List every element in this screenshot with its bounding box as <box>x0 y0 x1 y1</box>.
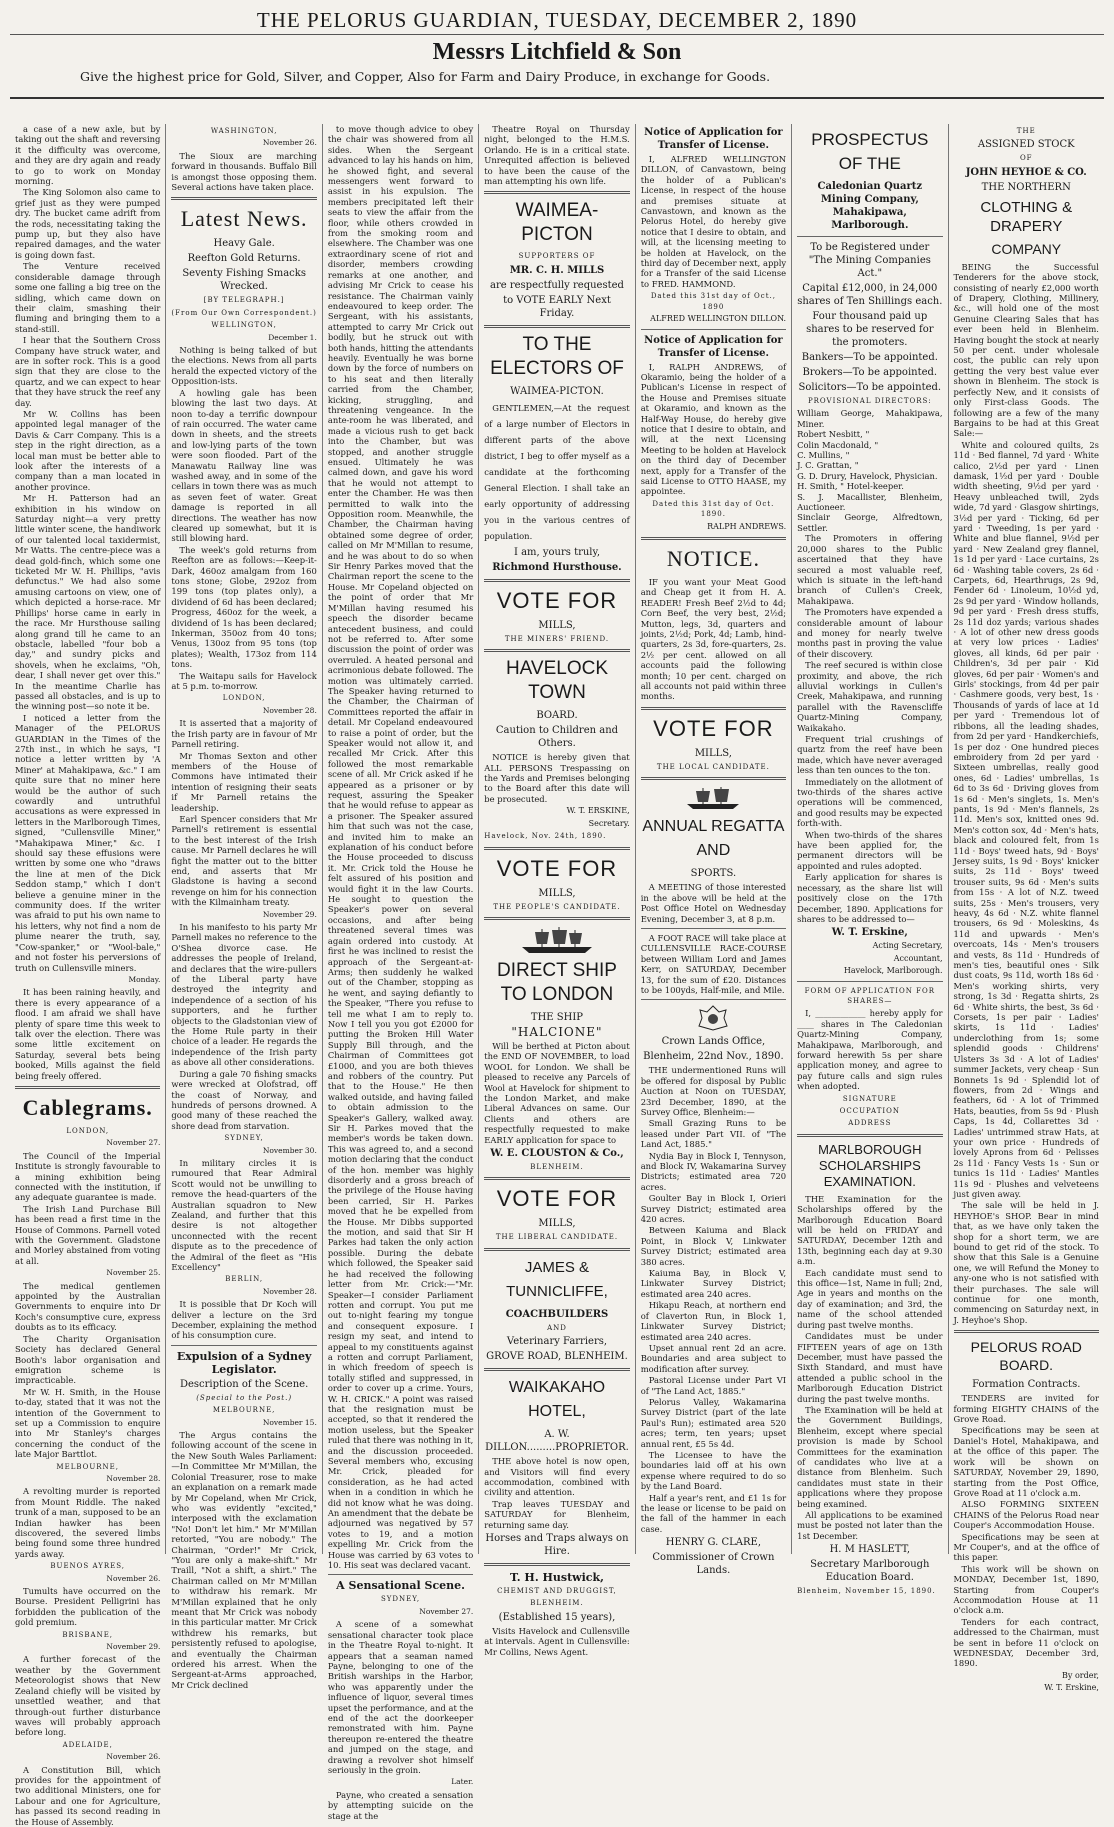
supporters-of: SUPPORTERS OF <box>518 252 596 261</box>
run-4: Kaiuma Bay, in Block V, Linkwater Survey District; estimated area 240 acres. <box>640 1268 787 1299</box>
local-candidate: THE LOCAL CANDIDATE. <box>656 762 770 771</box>
the-ship: THE SHIP <box>530 1011 584 1023</box>
date-nov26b: November 26. <box>106 1752 161 1762</box>
sale-items: White and coloured quilts, 2s 11d · Bed flannel, 7d yard · White calico, 2½d per yard · Linen damask, 1½d per yard · Double width sheeting, 9½d per yard · Heavy unbleached twill, 2yds wide, 7d yard · Glasgow shirtings, 3½d per yard · Ticking, 6d per yard · Tweeding, 1s per yard · White and blue flannel, 9½d per yard · New Zealand grey flannel, 1s 1d per yard · Lace curtains, 2s 6d · Washing table covers, 2s 6d · Carpets, 6d, Hearthrugs, 2s 9d, Fender 6d · Linoleum, 10½d yd, 2s 9d per yard · Window hollands, 9d per yard · Fresh dress stuffs, 2s 11d doz yards; various shades · A lot of other new dress goods at very low prices · Ladies' gloves, all kinds, 6d per pair · Children's, 3d per pair · Kid gloves, 6d per pair · Women's and Girls' stockings, from 4d per pair · Cashmere goods, very best, 1s · Thousands of yards of lace at 1d per yard · Tremendous lot of ribbons, all the leading shades, from 2d per yard · Handkerchiefs, 1s per doz · One hundred pieces embroidery from 2d per yard · Sixteen umbrellas, really good ones, 6d · Ladies' umbrellas, 1s 6d to 3s 6d · Driving gloves from 1s 6d · Men's singlets, 1s. Men's pants, 1s 9d · Men's flannels, 2s 11d. Men's sox, knitted ones 9d. Men's cotton sox, 4d · Men's hats, black and coloured felt, from 1s 11d · Boys' tweed hats, 9d · Boys' Jersey suits, 1s 9d · Boys' knicker suits, 2s 11d · Boys' tweed trouser suits, 9s 6d · Men's suits from 15s · A lot of N.Z. tweed suits, 25s · Men's trousers, very heavy, 4s 6d · N.Z. white flannel trousers, 6s 9d · Moleskins, 4s 11d and upwards · Men's overcoats, 14s · Men's trousers and vests, 8s 11d · Hundreds of men's ties, beautiful ones · Silk dust coats, 9s 11d, worth 18s 6d · Men's working shirts, very strong, 1s 3d · Regatta shirts, 2s 6d · White shirts, the best, 3s 6d · Corsets, 1s per pair · Ladies' skirts, 1s 11d · Ladies' underclothing from 1s; some splendid goods · Childrens' Ulsters 3s 3d · A lot of Ladies' summer Jackets, very cheap · Sun Bonnets 1s 9d · Splendid lot of flowers, from 2d · Wings and feathers, 6d · A lot of Trimmed Hats, beauties, from 5s 9d · Plush Caps, 1s 4d, Collarettes 3d · Ladies' untrimmed straw Hats, at your own price · Hundreds of lovely Aprons from 6d · Pelisses 2s 11d · Fancy Vests 1s · Sun or tunics 1s 11d · Ladies' Mantles 11s 9d · Plushes and velveteens just given away. <box>953 439 1099 1199</box>
transfer-sig-2: RALPH ANDREWS. <box>707 521 787 531</box>
cablegrams-heading: Cablegrams. <box>22 1094 153 1120</box>
established: (Established 15 years), <box>498 1611 616 1623</box>
top-ad-title: Messrs Litchfield & Son <box>432 39 682 65</box>
divider <box>641 537 786 540</box>
formation-contracts: Formation Contracts. <box>972 1379 1081 1391</box>
sensational-text: A scene of a somewhat sensational character took place in the Theatre Royal to-night. It appears that a seaman named Payne, belonging to one of the British warships in the Harbor, who was apparently under the influence of liquor, several times upset the performance, and at the end of the act the doorkeeper remonstrated with him. Payne thereupon re-entered the theatre and jumped on the stage, and drawing a revolver shot himself seriously in the groin. <box>327 1619 474 1775</box>
date-nov27: November 27. <box>106 1138 161 1148</box>
mining-news-p3: The Venture received considerable damage through some one falling a big tree on the sidling, which came down on their claim, smashing their fluming and bringing them to a stand-still. <box>15 261 161 334</box>
mining-news-p8: It has been raining heavily, and there is every appearance of a flood. I am afraid we shall have plenty of spare time this week to talk over the election. There was some little excitement on Saturday, several bets being booked, Mills against the field being freely offered. <box>15 987 161 1081</box>
erskine-sig: W. T. ERSKINE, <box>566 806 630 816</box>
sports: SPORTS. <box>690 868 737 880</box>
transfer-notice-heading-1: Notice of Application for Transfer of License. <box>644 127 783 151</box>
divider <box>171 197 316 200</box>
column-2 <box>165 124 321 1690</box>
director-9: Sinclair George, Alfredtown, Settler. <box>797 512 943 533</box>
vote-for-1: VOTE FOR <box>496 587 618 613</box>
the: THE <box>1016 127 1036 135</box>
news-10: In military circles it is rumoured that Rear Admiral Scott would not be unwilling to remove the head-quarters of the Australian squadron to New Zealand, and further that this desire is not altogether unconnected with the recent dispute as to the precedence of the Admiral of the fleet as "His Excellency" <box>171 1157 317 1272</box>
company: COMPANY <box>991 240 1062 257</box>
date-nov26: November 26. <box>106 1573 161 1583</box>
sensational-later: Payne, who created a sensation by attempting suicide on the stage at the <box>327 1789 474 1821</box>
news-5: It is asserted that a majority of the Irish party are in favour of Mr Parnell retiring. <box>171 718 317 750</box>
divider <box>171 1345 316 1346</box>
acting-secretary: Acting Secretary, <box>872 941 943 951</box>
date-nov28b: November 28. <box>262 1286 317 1296</box>
news-2: A howling gale has been blowing the last two days. At noon to-day a terrific downpour of rain occurred. The water came down in sheets, and the streets and low-lying parts of the town were soon flooded. Part of the Manawatu Railway line was washed away, and in some of the cellars in town there was as much as seven feet of water. Great damage is reported in all directions. The weather has now cleared up somewhat, but it is still blowing hard. <box>171 387 317 544</box>
havelock-date: Havelock, Nov. 24th, 1890. <box>484 832 607 841</box>
date-nov30: November 30. <box>262 1145 317 1155</box>
place-london: LONDON, <box>222 694 266 703</box>
news-8: In his manifesto to his party Mr Parnell makes no reference to the O'Shea divorce case. He addresses the people of Ireland, and declares that the wire-pullers of the Liberal party have destroyed the integrity and independence of a section of his supporters, and he further objects to the Gladstonian view of the Home Rule party in their choice of a leader. He regards the independence of the Irish party as above all other considerations. <box>171 922 317 1068</box>
crown-text: THE undermentioned Runs will be offered for disposal by Public Auction at Noon on TUESDAY, 23rd December, 1890, at the Survey Office, Blenheim:— <box>640 1065 787 1117</box>
john-heyhoe: JOHN HEYHOE & CO. <box>965 166 1087 178</box>
capital: Capital £12,000, in 24,000 shares of Ten Shillings each. <box>797 283 943 307</box>
place-adelaide: ADELAIDE, <box>62 1740 113 1749</box>
run-5: Hikapu Reach, at northern end of Claverton Run, in Block 1, Linkwater Survey District; estimated area 240 acres. <box>640 1300 787 1342</box>
director-3: Colin Macdonald, " <box>797 439 879 450</box>
transfer-sig-1: ALFRED WELLINGTON DILLON. <box>650 314 787 324</box>
divider <box>484 1177 629 1180</box>
director-6: G. D. Drury, Havelock, Physician. <box>797 470 938 481</box>
sale-outro: The sale will be held in J. HEYHOE's SHOP. Bear in mind that, as we have only taken the shop for a short term, we are bound to get rid of the stock. To show that this Sale is a Genuine one, we will Refund the Money to any-one who is not satisfied with their purchases. The sale will continue for one month, commencing on Saturday next, in J. Heyhoe's Shop. <box>953 1200 1099 1325</box>
grove-road: GROVE ROAD, BLENHEIM. <box>486 1351 628 1363</box>
top-ad-line: Give the highest price for Gold, Silver, and Copper, Also for Farm and Dairy Produce, in exchange for Goods. <box>80 69 771 84</box>
halcione: "HALCIONE" <box>511 1024 603 1039</box>
place-sydney: SYDNEY, <box>380 1595 421 1604</box>
transfer-notice-2: I, RALPH ANDREWS, of Okaramio, being the holder of a Publican's License in respect of the House and Premises situate at Okaramio, and known as the Half-Way House, do hereby give notice that I desire to obtain, and will, at the next Licensing Meeting to be holden at Havelock on the third day of December next, apply for a Transfer of the said License to OTTO HAASE, my appointee. <box>640 361 787 497</box>
prospectus-heading: PROSPECTUS OF THE <box>811 130 929 173</box>
form-text: I, ____________ hereby apply for ____ shares in The Caledonian Quartz-Mining Company, Mahakipawa, Marlborough, and forward herewith 5s per share application money, and agree to pay future calls and sign rules when adopted. <box>797 1008 943 1092</box>
accountant: Accountant, <box>893 953 943 963</box>
notice-heading: NOTICE. <box>666 546 760 571</box>
washington-news: The Sioux are marching forward in thousands. Buffalo Bill is amongst those opposing them. Several actions have taken place. <box>171 150 317 193</box>
ship-icon <box>517 925 597 955</box>
date-nov27: November 27. <box>419 1606 474 1616</box>
address-line: ADDRESS <box>848 1119 892 1128</box>
vet-farriers: Veterinary Farriers, <box>506 1336 608 1348</box>
cable-3: The medical gentlemen appointed by the Australian Governments to enquire into Dr Koch's consumptive cure, express doubts as to its efficacy. <box>15 1280 161 1333</box>
date-washington: November 26. <box>262 138 317 148</box>
place-buenos-ayres: BUENOS AYRES, <box>50 1562 125 1571</box>
divider <box>641 329 786 330</box>
run-1: Nydia Bay in Block I, Tennyson, and Block IV, Wakamarina Survey Districts; estimated area 720 acres. <box>640 1150 787 1192</box>
also-forming: ALSO FORMING SIXTEEN CHAINS of the Pelorus Road near Couper's Accommodation House. <box>953 1499 1099 1531</box>
specifications-2: Specifications may be seen at Mr Couper's, and at the office of this paper. <box>953 1531 1099 1563</box>
news-4: The Waitapu sails for Havelock at 5 p.m. to-morrow. <box>171 670 317 692</box>
director-4: C. Mullins, " <box>797 450 850 461</box>
run-3: Between Kaiuma and Black Point, in Block V, Linkwater Survey District; estimated area 380 acres. <box>640 1225 787 1267</box>
horses: Horses and Traps always on Hire. <box>485 1533 629 1558</box>
divider <box>484 1248 629 1251</box>
vote-for-3: VOTE FOR <box>496 1186 618 1212</box>
blenheim: BLENHEIM. <box>530 1162 584 1171</box>
divider <box>954 1330 1099 1333</box>
date-nov28: November 28. <box>262 705 317 715</box>
caledonian: Caledonian Quartz Mining Company, Mahakipawa, Marlborough. <box>817 181 923 231</box>
sale-intro: BEING the Successful Tenderers for the above stock, consisting of nearly £2,000 worth of Drapery, Clothing, Millinery, &c., will hold one of the most Genuine Clearing Sales that has ever been held in Blenheim. Having bought the stock at nearly 50 per cent. under wholesale cost, the public can rely upon getting the very best value ever shown in Blenheim. The stock is perfectly New, and it consists of only First-class Goods. The following are a few of the many Bargains to be had at this Great Sale:— <box>953 261 1099 439</box>
expulsion-continued: to move though advice to obey the chair was showered from all sides. When the Sergeant advanced to lay his hands on him, he showed fight, and several messengers went forward to assist in his expulsion. The members precipitated left their seats to view the affair from the floor, while others crowded in from the smoking room and elsewhere. The Chamber was one extraordinary scene of riot and disorder, members crowding remarks at one another, and advising Mr Crick to cease his resistance. The Chairman vainly endeavoured to keep order. The Sergeant, with his assistants, attempted to carry Mr Crick out bodily, but he struck out with both hands, hitting the attendants heavily. Eventually he was borne down by the force of numbers on to his seat and then literally carried from the Chamber, kicking, struggling, and threatening vengeance. In the ante-room he was liberated, and made a vicious rush to get back into the Chamber, but was stopped, and another struggle ensued. Ultimately he was calmed down, and gave his word that he would not attempt to enter the Chamber. He was then permitted to walk into the Opposition room. Meanwhile, the Chamber, the Chairman having obtained some degree of order, called on Mr M'Millan to resume, and he was about to do so when Sir Henry Parkes moved that the Chairman report the scene to the House. Mr Copeland objected on the point of order that Mr M'Millan having resumed his speech the disorder became antecedent business, and could not be referred to. After some discussion the point of order was overruled. A heated personal and acrimonious debate followed. The motion was ultimately carried. The Speaker having returned to the Chamber, the Chairman of Committees reported the affair in detail. Mr Copeland endeavoured to raise a point of order, but the Speaker would not allow it, and recalled Mr Crick. After this followed the most remarkable scene of all. Mr Crick asked if he appeared as a prisoner or by request, assuring the Speaker that he would refuse to appear as a prisoner. The Speaker assured him that such was not the case, and invited him to make an explanation of his conduct before the House proceeded to discuss it. Mr. Crick told the House he felt assured of his position and would fight it in the law Courts. He sought to question the Speaker's power on several occasions, and after being threatened several times was again ordered into custody. At first he was inclined to resist the approach of the Sergeant-at-Arms; then suddenly he walked out of the Chamber, stopping as he went, and saying defiantly to the Speaker, "There you refuse to tell me what I am to reply to. Now I tell you you got £2000 for putting the Broken Hill Water Supply Bill through, and the Chairman of Committees got £1000, and you are both thieves and robbers of the country. Put that to the House." He then walked outside, and having failed to obtain admission to the Speaker's Gallery, walked away. Sir H. Parkes moved that the member's words be taken down. This was agreed to, and a second motion declaring that the conduct of the hon. member was highly disorderly and a gross breach of the privilege of the House having been carried, Sir H. Parkes moved that he be expelled from the House. Mr Dibbs supported the motion, and said that Sir H Parkes had taken the only action possible. During the debate which followed, the Speaker said he had received the following letter from Mr. Crick:—"Mr. Speaker—I consider Parliament rotten and corrupt. You put me out to-night fearing my tongue and consequent exposure. I resign my seat, and intend to appeal to my constituents against a rotten and corrupt Parliament, in which freedom of speech is totally stifled and suppressed, in order to cover up a crime. Yours, W. H. CRICK." A point was raised that the resignation must be accepted, so that it rendered the motion useless, but the Speaker ruled that there was nothing in it, and the discussion proceeded. Several members who, excusing Mr. Crick, pleaded for consideration, as he had acted when in a condition in which he did not know what he was doing. An amendment that the debate be adjourned was negatived by 57 votes to 19, and a motion expelling Mr. Crick from the House was carried by 63 votes to 10. His seat was declared vacant. <box>327 124 474 1571</box>
vote-early: to VOTE EARLY Next Friday. <box>503 294 611 319</box>
pelorus-road-board: PELORUS ROAD BOARD. <box>970 1339 1082 1374</box>
mining-news-p2: The King Solomon also came to grief just as they were pumped dry. The bucket came adrift from the rods, necessitating taking the pump up, but they also have repaired damages, and the water is going down fast. <box>15 187 161 260</box>
place-brisbane: BRISBANE, <box>62 1630 114 1639</box>
divider <box>797 981 942 982</box>
electors-heading: TO THE ELECTORS OF <box>490 333 624 379</box>
by-order: By order, <box>1062 1670 1099 1680</box>
transfer-notice-heading-2: Notice of Application for Transfer of License. <box>644 334 783 359</box>
date-nov15: November 15. <box>262 1417 317 1427</box>
pelorus-valley: Pelorus Valley, Wakamarina Survey District (part of the late Paul's Run); estimated area 520 acres; term, ten years; upset annual rent, £5 5s 4d. <box>640 1396 787 1449</box>
special-post: (Special to the Post.) <box>196 1393 293 1402</box>
caution: Caution to Children and Others. <box>495 725 619 750</box>
cable-5: Mr W. H. Smith, in the House to-day, stated that it was not the intention of the Government to set up a Commission to enquire into Mr Stanley's charges concerning the conduct of the late Major Barttlot. <box>15 1386 161 1460</box>
upset-rent: Upset annual rent 2d an acre. Boundaries and area subject to modification after survey. <box>640 1342 787 1374</box>
date-nov29: November 29. <box>262 909 317 919</box>
prospectus-p6: When two-thirds of the shares have been applied for, the permanent directors will be appointed and rules adopted. <box>797 829 943 871</box>
cable-7: Tumults have occurred on the Bourse. President Pelligrini has forbidden the publication of the gold premium. <box>15 1586 161 1628</box>
news-7: Earl Spencer considers that Mr Parnell's retirement is essential to the best interest of the Irish cause. Mr Parnell declares he will fight the matter out to the bitter end, and asserts that Mr Gladstone is having a second revenge on him for his connection with the Kilmainham treaty. <box>171 813 317 908</box>
subhead-seventy: Seventy Fishing Smacks Wrecked. <box>182 268 306 293</box>
divider <box>484 649 629 652</box>
mills-3: MILLS, <box>538 1218 576 1230</box>
traps: Trap leaves TUESDAY and SATURDAY for Blenheim, returning same day. <box>484 1498 630 1530</box>
column-1 <box>10 124 165 1827</box>
miners-friend: THE MINERS' FRIEND. <box>504 634 610 643</box>
bankers: Bankers—To be appointed. <box>801 352 938 363</box>
havelock-marlborough: Havelock, Marlborough. <box>843 966 943 976</box>
news-11: It is possible that Dr Koch will deliver a lecture on the 3rd December, explaining the method of his consumption cure. <box>171 1299 317 1341</box>
liberal-candidate: THE LIBERAL CANDIDATE. <box>495 1233 619 1242</box>
the-northern: THE NORTHERN <box>981 181 1071 193</box>
blenheim-2: BLENHEIM. <box>530 1599 584 1608</box>
cable-6: A revolting murder is reported from Mount Riddle. The naked trunk of a man, supposed to be an Indian hawker has been discovered, the severed limbs being found some three hundred yards away. <box>15 1486 161 1559</box>
place-melbourne: MELBOURNE, <box>212 1406 276 1415</box>
tenders: TENDERS are invited for forming EIGHTY CHAINS of the Grove Road. <box>953 1393 1099 1425</box>
date-nov29: November 29. <box>106 1642 161 1652</box>
mills-local: MILLS, <box>694 747 732 759</box>
own-correspondent: (From Our Own Correspondent.) <box>171 308 317 317</box>
occupation-line: OCCUPATION <box>839 1107 901 1115</box>
registered: To be Registered under "The Mining Companies Act." <box>808 242 931 279</box>
erskine-sig: W. T. Erskine, <box>1044 1683 1099 1693</box>
director-7: H. Smith, " Hotel-keeper. <box>797 481 904 492</box>
scholarships-heading: MARLBOROUGH SCHOLARSHIPS EXAMINATION. <box>818 1141 922 1189</box>
hotel-text: THE above hotel is now open, and Visitors will find every accommodation, combined with civility and attention. <box>484 1456 630 1498</box>
divider <box>15 1086 160 1089</box>
haslett: H. M HASLETT, <box>829 1544 911 1556</box>
mills-1: MILLS, <box>538 619 576 631</box>
waikakaho-hotel: WAIKAKAHO HOTEL, <box>508 1379 606 1421</box>
column-5 <box>635 124 791 1577</box>
director-5: J. C. Grattan, " <box>797 460 859 471</box>
column-4 <box>478 124 634 1657</box>
place-melbourne: MELBOURNE, <box>56 1462 119 1471</box>
transfer-date-1: Dated this 31st day of Oct., 1890 <box>650 292 776 311</box>
vote-for-local: VOTE FOR <box>653 715 774 741</box>
cable-1: The Council of the Imperial Institute is strongly favourable to a mining exhibition being connected with the institution, if any adequate guarantee is made. <box>15 1150 161 1203</box>
mining-news-p4: I hear that the Southern Cross Company have struck water, and are in softer rock. This is a good sign that they are close to the quartz, and we can expect to hear that they have struck the reef any day. <box>15 335 161 408</box>
divider <box>641 707 786 710</box>
place-london: LONDON, <box>66 1126 110 1135</box>
subhead-reefton: Reefton Gold Returns. <box>187 253 301 265</box>
visits: Visits Havelock and Cullensville at intervals. Agent in Cullensville: Mr Collins, News Agent. <box>484 1625 630 1657</box>
divider <box>484 1563 629 1566</box>
divider <box>328 1574 473 1575</box>
waimea-picton-heading: WAIMEA-PICTON <box>515 200 599 246</box>
divider <box>641 777 786 780</box>
news-6: Mr Thomas Sexton and other members of the House of Commons have intimated their intention of resigning their seats if Mr Parnell retains the leadership. <box>171 750 317 813</box>
meat-notice: IF you want your Meat Good and Cheap get it from H. A. READER! Fresh Beef 2½d to 4d; Corn Beef, the very best, 2½d; Mutton, legs, 3d, quarters and joints, 2½d; Pork, 4d; Lamb, hind-quarters, 2s 3d, fore-quarters, 2s. 2½ per cent. allowed on all accounts paid the following month; 10 per cent. charged on all accounts not paid within three months. <box>640 577 787 702</box>
assigned-stock: ASSIGNED STOCK <box>977 139 1075 151</box>
news-3: The week's gold returns from Reefton are as follows:—Keep-it-Dark, 460oz amalgam from 160 tons stone; Globe, 292oz from 199 tons (top plates only), a dividend of 6d has been declared; Progress, 460oz for the week, a dividend of 1s has been declared; Inkerman, 350oz from 40 tons; Venus, 130oz from 95 tons (top plates); Wealth, 173oz from 114 tons. <box>171 544 317 670</box>
by-telegraph: [BY TELEGRAPH.] <box>203 296 285 305</box>
peoples-candidate: THE PEOPLE'S CANDIDATE. <box>493 902 621 911</box>
ship-icon <box>683 785 743 811</box>
vote-for-2: VOTE FOR <box>496 855 618 881</box>
pastoral: Pastoral License under Part VI of "The Land Act, 1885." <box>640 1375 787 1396</box>
divider <box>797 236 942 237</box>
expulsion-text: The Argus contains the following account of the scene in the New South Wales Parliament:—In Committee Mr M'Millan, the Colonial Treasurer, rose to make an explanation on a remark made by Mr Copeland, when Mr Crick, who was evidently "excited," interposed with the exclamation "No! Don't let him." Mr M'Millan retorted, "You are nobody." The Chairman, "Order!" Mr Crick, "You are only a make-shift." Mr Traill, "Not a shift, a shirt." The Chairman called on Mr M'Millan to withdraw his remark. Mr M'Millan explained that he only meant that Mr Crick was nobody in this particular matter. Mr Crick withdrew his remarks, but persistently refused to apologise, and eventually the Chairman ordered his arrest. When the Sergeant-at-Arms approached, Mr Crick declined <box>171 1430 317 1690</box>
news-9: During a gale 70 fishing smacks were wrecked at Olofstrad, off the coast of Norway, and hundreds of persons drowned. A good many of these reached the shore dead from starvation. <box>171 1068 317 1131</box>
place-sydney: SYDNEY, <box>224 1134 264 1143</box>
half-year: Half a year's rent, and £1 1s for the lease or license to be paid on the fall of the hammer in each case. <box>640 1492 787 1534</box>
date-dec1: December 1. <box>268 332 317 342</box>
divider <box>484 191 629 194</box>
director-1: William George, Mahakipawa, Miner. <box>797 408 943 429</box>
dillon-proprietor: A. W. DILLON.........PROPRIETOR. <box>485 1429 629 1454</box>
runs: Small Grazing Runs to be leased under Part VII. of "The Land Act, 1885." <box>640 1118 787 1150</box>
hustwick: T. H. Hustwick, <box>510 1571 604 1585</box>
divider <box>484 1368 629 1371</box>
mr-mills: MR. C. H. MILLS <box>509 264 605 276</box>
place-washington: WASHINGTON, <box>210 127 278 135</box>
theatre-continued: Theatre Royal on Thursday night, belonged to the H.M.S. Orlando. He is in a critical state. Unrequited affection is believed to have been the cause of the man attempting his own life. <box>484 124 630 187</box>
news-1: Nothing is being talked of but the elections. News from all parts herald the expected victory of the Opposition-ists. <box>171 345 317 387</box>
crest-icon <box>696 1004 730 1032</box>
prospectus-p1: The Promoters in offering 20,000 shares to the Public ascertained that they have secured a most valuable reef, which is situate in the left-hand branch of Cullen's Creek, Mahakipawa. <box>797 533 943 606</box>
mills-2: MILLS, <box>538 887 576 899</box>
date-nov28: November 28. <box>106 1473 161 1483</box>
transfer-notice-1: I, ALFRED WELLINGTON DILLON, of Canvastown, being the holder of a Publican's License, in respect of the house and premises situate at Canvastown, and known as the Pelorus Hotel, do hereby give notice that I desire to obtain, and will, at the licensing meeting to be holden at Havelock, on the third day of December next, apply for a Transfer of the said License to FRED. HAMMOND. <box>640 154 787 289</box>
licensee: The Licensee to have the boundaries laid off at his own expense where required to do so by the Land Board. <box>640 1449 787 1492</box>
divider <box>484 847 629 850</box>
regatta-text: A MEETING of those interested in the above will be held at the Post Office Hotel on Wednesday Evening, December 3, at 8 p.m. <box>640 882 787 924</box>
cable-2: The Irish Land Purchase Bill has been read a first time in the House of Commons. Parnell voted with the Government. Gladstone and Morley abstained from voting at all. <box>15 1203 161 1266</box>
top-advertisement <box>10 35 1104 99</box>
chemist: CHEMIST AND DRUGGIST, <box>497 1587 617 1596</box>
ship-text: Will be berthed at Picton about the END OF NOVEMBER, to load WOOL for London. We shall be pleased to receive any Parcels of Wool at Havelock for shipment to the London Market, and make Liberal Advances on same. Our Clients and others are respectfully requested to make EARLY application for space to <box>484 1040 630 1145</box>
mining-news-p1: a case of a new axle, but by taking out the shaft and reversing it the difficulty was overcome, and they are dry again and ready to go to work on Monday morning. <box>15 124 161 187</box>
divider <box>484 917 629 920</box>
regatta-heading: ANNUAL REGATTA AND <box>642 818 785 860</box>
solicitors: Solicitors—To be appointed. <box>798 382 942 393</box>
mining-news-p6: Mr H. Patterson had an exhibition in his window on Saturday night—a very pretty little winter scene, the handiwork of our talented local taxidermist, Mr Watts. The centre-piece was a dead gold-finch, which some one ticketed Mr W. H. Phillips, "avis defunctus." We had also some amusing cartoons on view, one of which depicted a horse-race. Mr Phillips' horse came in early in the race. Mr Hursthouse sailing along grand till he came to an obstacle, labelled "four bob a day," and sundry picks and shovels, when he exclaims, "Oh, dear, I shall never get over this." In the meantime Charlie has passed all obstacles, and is up to the winning post—so note it be. <box>15 493 161 712</box>
scholar-3: Candidates must be under FIFTEEN years of age on 13th December, must have passed the Sixth Standard, and must have attended a public school in the Marlborough Education District during the past twelve months. <box>797 1331 943 1404</box>
commissioner: Commissioner of Crown Lands. <box>652 1552 775 1577</box>
signature-line: SIGNATURE <box>842 1094 897 1103</box>
column-3 <box>322 124 478 1821</box>
mining-news-p5: Mr W. Collins has been appointed legal manager of the Davis & Carr Company. This is a step in the right direction, as a local man must be better able to look after the interests of a company than a man located in another province. <box>15 408 161 492</box>
board: BOARD. <box>536 710 578 722</box>
richmond-hursthouse: Richmond Hursthouse. <box>492 561 622 573</box>
director-2: Robert Nesbitt, " <box>797 429 870 440</box>
description-subhead: Description of the Scene. <box>179 1378 309 1390</box>
education-board: Secretary Marlborough Education Board. <box>810 1559 930 1584</box>
masthead: THE PELORUS GUARDIAN, TUESDAY, DECEMBER 2, 1890 <box>10 6 1104 35</box>
transfer-date-2: Dated this 31st day of Oct. 1890. <box>652 499 775 519</box>
prospectus-p4: Frequent trial crushings of quartz from the reef have been made, which have never averaged less than ten ounces to the ton. <box>797 734 943 776</box>
blenheim-date: Blenheim, November 15, 1890. <box>797 1587 936 1596</box>
waimea-picton: WAIMEA-PICTON. <box>510 385 604 397</box>
scholar-2: Each candidate must send to this office—1st, Name in full; 2nd, Age in years and months on the day of examination; and 3rd, the name of the school attended during past twelve months. <box>797 1267 943 1330</box>
column-7 <box>948 124 1104 1693</box>
henry-clare: HENRY G. CLARE, <box>665 1537 762 1549</box>
brokers: Brokers—To be appointed. <box>802 367 938 378</box>
column-6 <box>791 124 947 1596</box>
and: AND <box>547 1323 567 1332</box>
date-nov25: November 25. <box>106 1268 161 1278</box>
scholar-5: All applications to be examined must be posted not later than the 1st December. <box>797 1510 943 1541</box>
scholar-1: THE Examination for the Scholarships offered by the Marlborough Education Board will be held on FRIDAY and SATURDAY, December 12th and 13th, beginning each day at 9.30 a.m. <box>797 1193 943 1267</box>
havelock-town: HAVELOCK TOWN <box>505 658 609 704</box>
divider <box>641 999 786 1000</box>
subhead-heavy-gale: Heavy Gale. <box>213 238 275 250</box>
cable-8: A further forecast of the weather by the Government Meteorologist shows that New Zealand chiefly will be visited by unsettled weather, and that through-out further disturbance waves will probably approach before long. <box>15 1654 161 1738</box>
dateline-monday: Monday. <box>128 974 161 984</box>
wt-erskine: W. T. Erskine, <box>831 927 908 939</box>
cable-4: The Charity Organisation Society has declared General Booth's labor organisation and emigration scheme is impracticable. <box>15 1333 161 1386</box>
run-2: Goulter Bay in Block I, Orieri Survey District; estimated area 420 acres. <box>640 1193 787 1225</box>
foot-race: A FOOT RACE will take place at CULLENSVILLE RACE-COURSE between William Lord and James Kerr, on SATURDAY, December 13, for the sum of £20. Distances to be 100yds, Half-mile, and Mile. <box>640 932 787 995</box>
prospectus-p5: Immediately on the allotment of two-thirds of the shares active operations will be commenced, and good results may be expected forth-with. <box>797 776 943 829</box>
divider <box>484 579 629 582</box>
election-address: GENTLEMEN,—At the request of a large number of Electors in different parts of the above district, I beg to offer myself as a candidate at the forthcoming General Election. I shall take an early opportunity of addressing you in the various centres of population. <box>484 402 630 541</box>
prospectus-p2: The Promoters have expended a considerable amount of labour and money for nearly twelve months past in proving the value of their discovery. <box>797 607 943 659</box>
sensational-heading: A Sensational Scene. <box>336 1579 465 1593</box>
place-berlin: BERLIN, <box>225 1275 264 1284</box>
direct-ship-heading: DIRECT SHIP TO LONDON <box>496 959 617 1005</box>
secretary: Secretary. <box>588 818 630 828</box>
mining-news-p7: I noticed a letter from the Manager of the PELORUS GUARDIAN in the Times of the 27th inst., in which he says, "I notice a letter written by 'A Miner' at Mahakipawa, &c." I am quite sure that no miner here would be the author of such cowardly and untruthful accusations as were expressed in letters in the Marlborough Times, signed, "Cullensville Miner," "Mahakipawa Miner," &c. I should say these effusions were written by some one who "draws the line at men of the Dick Seddon stamp," which I don't believe a genuine miner in the community does. If the writer was afraid to put his own name to his letters, why not find a nom de plume nearer the truth, say, "Cow-spanker," or "Wool-bale," and not foster his perversions of truth on Cullensville miners. <box>15 712 161 973</box>
crown-lands-office: Crown Lands Office, <box>661 1036 766 1048</box>
divider <box>797 1134 942 1137</box>
scholar-4: The Examination will be held at the Government Buildings, Blenheim, except where special provision is made by School Committees for the examination of candidates who live at a distance from Blenheim. Such candidates must state in their applications where they propose being examined. <box>797 1404 943 1509</box>
work-shown: This work will be shown on MONDAY, December 1st, 1890, Starting from Couper's Accommodation House at 11 o'clock a.m. <box>953 1563 1099 1616</box>
four-thousand: Four thousand paid up shares to be reserved for the promoters. <box>806 311 934 348</box>
cable-9: A Constitution Bill, which provides for the appointment of two additional Ministers, one for Labour and one for Agriculture, has passed its second reading in the House of Assembly. <box>15 1764 161 1827</box>
director-8: S. J. Macallister, Blenheim, Auctioneer. <box>797 491 943 513</box>
divider <box>641 928 786 929</box>
james-tunnicliffe: JAMES & TUNNICLIFFE, <box>506 1258 608 1300</box>
form-heading: FORM OF APPLICATION FOR SHARES— <box>804 986 936 1005</box>
prospectus-p7: Early application for shares is necessary, as the share list will positively close on the 17th December, 1890. Applications for shares to be addressed to— <box>797 872 943 924</box>
coachbuilders: COACHBUILDERS <box>505 1308 609 1320</box>
trespass-notice: NOTICE is hereby given that ALL PERSONS Trespassing on the Yards and Premises belonging to the Board after this date will be prosecuted. <box>484 752 630 804</box>
expulsion-heading: Expulsion of a Sydney Legislator. <box>176 1349 312 1376</box>
crown-date: Blenheim, 22nd Nov., 1890. <box>643 1051 784 1063</box>
prospectus-p3: The reef secured is within close proximity, and above, the rich alluvial workings in Cullen's Creek, Mahakipawa, and running parallel with the Ravenscliffe Quartz-Mining Company, Waikakaho. <box>797 660 943 733</box>
divider <box>484 325 629 328</box>
of: OF <box>1019 154 1033 163</box>
clouston: W. E. CLOUSTON & Co., <box>490 1147 624 1159</box>
clothing-drapery: CLOTHING & DRAPERY <box>980 198 1073 235</box>
columns <box>10 124 1104 1827</box>
yours-truly: I am, yours truly, <box>513 546 601 558</box>
provisional-directors: PROVISIONAL DIRECTORS: <box>807 397 932 405</box>
later: Later. <box>451 1777 474 1787</box>
place-wellington: WELLINGTON, <box>211 321 277 330</box>
requested: are respectfully requested <box>490 279 624 291</box>
specifications: Specifications may be seen at Daniel's Hotel, Mahakipawa, and at the office of this paper. The work will be shown on SATURDAY, November 29, 1890, starting from the Post Office, Grove Road at 11 o'clock a.m. <box>953 1425 1099 1498</box>
latest-news-heading: Latest News. <box>180 206 308 232</box>
tenders-2: Tenders for each contract, addressed to the Chairman, must be sent in before 11 o'clock on WEDNESDAY, December 3rd, 1890. <box>953 1616 1099 1669</box>
